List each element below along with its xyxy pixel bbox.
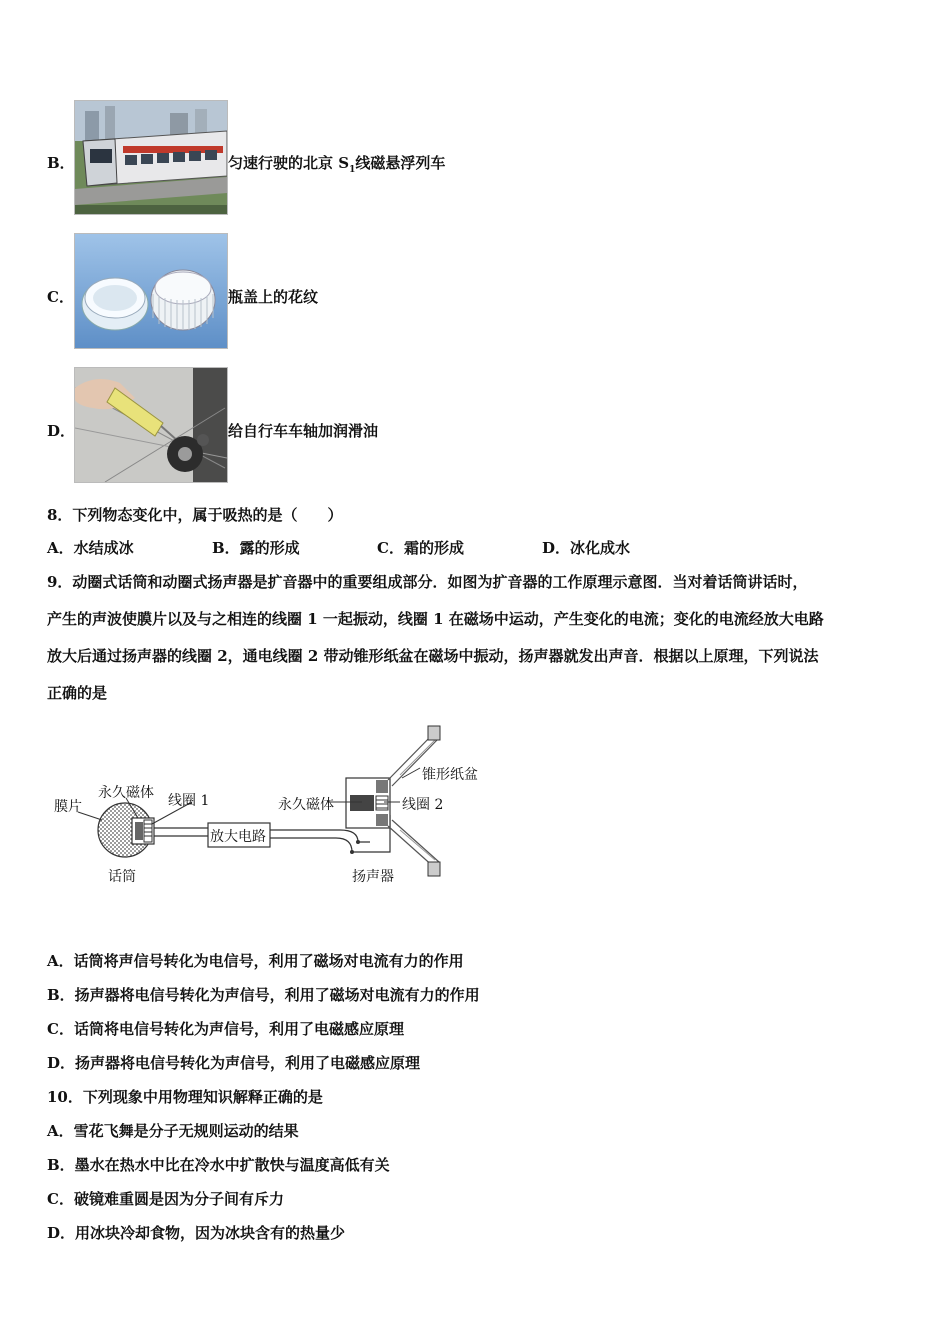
- q9-option-a: A．话筒将声信号转化为电信号，利用了磁场对电流有力的作用: [47, 952, 464, 970]
- option-b-text-part2: 线磁悬浮列车: [355, 154, 446, 172]
- label-coil-1: 线圈 1: [168, 793, 210, 809]
- label-membrane: 膜片: [54, 799, 82, 815]
- label-cone: 锥形纸盆: [422, 767, 478, 783]
- option-b-text-part1: 匀速行驶的北京 S: [228, 154, 350, 172]
- q9-option-d: D．扬声器将电信号转化为声信号，利用了电磁感应原理: [47, 1054, 421, 1072]
- label-speaker: 扬声器: [352, 869, 394, 885]
- q8-option-d: D．冰化成水: [542, 539, 631, 557]
- amplifier-diagram: [40, 720, 510, 895]
- bottle-cap-illustration: [75, 234, 227, 348]
- q10-option-b: B．墨水在热水中比在冷水中扩散快与温度高低有关: [47, 1156, 390, 1174]
- q10-option-a: A．雪花飞舞是分子无规则运动的结果: [47, 1122, 299, 1140]
- label-magnet-right: 永久磁体: [278, 797, 334, 813]
- bicycle-oil-illustration: [75, 368, 227, 482]
- q8-option-c: C．霜的形成: [377, 539, 464, 557]
- label-magnet-left: 永久磁体: [98, 785, 154, 801]
- label-microphone: 话筒: [108, 869, 136, 885]
- q10-option-d: D．用冰块冷却食物，因为冰块含有的热量少: [47, 1224, 346, 1242]
- bicycle-oil-photo: [74, 367, 228, 483]
- label-amplifier: 放大电路: [210, 829, 266, 845]
- train-illustration: [75, 101, 227, 214]
- option-c-text: 瓶盖上的花纹: [228, 288, 319, 306]
- q8-option-b: B．露的形成: [212, 539, 300, 557]
- q9-stem-line-2: 产生的声波使膜片以及与之相连的线圈 1 一起振动，线圈 1 在磁场中运动，产生变化的电流；变化的电流经放大电路: [47, 610, 824, 628]
- q10-option-c: C．破镜难重圆是因为分子间有斥力: [47, 1190, 284, 1208]
- option-b-label: B．: [47, 154, 75, 172]
- bottle-cap-photo: [74, 233, 228, 349]
- option-b-text: [228, 152, 445, 175]
- option-c-label: C．: [47, 288, 74, 306]
- q9-stem-line-1: 9．动圈式话筒和动圈式扬声器是扩音器中的重要组成部分．如图为扩音器的工作原理示意图．当对着话筒讲话时，: [47, 573, 808, 591]
- q8-stem: 8．下列物态变化中，属于吸热的是（ ）: [47, 506, 343, 524]
- q8-option-a: A．水结成冰: [47, 539, 134, 557]
- q10-stem: 10．下列现象中用物理知识解释正确的是: [47, 1088, 323, 1106]
- q9-stem-line-4: 正确的是: [47, 684, 108, 702]
- option-b-subscript: 1: [349, 165, 356, 175]
- option-d-label: D．: [47, 422, 76, 440]
- maglev-train-photo: [74, 100, 228, 215]
- q9-option-b: B．扬声器将电信号转化为声信号，利用了磁场对电流有力的作用: [47, 986, 480, 1004]
- option-d-text: 给自行车车轴加润滑油: [228, 422, 379, 440]
- q9-stem-line-3: 放大后通过扬声器的线圈 2，通电线圈 2 带动锥形纸盆在磁场中振动，扬声器就发出声音．根据以上原理，下列说法: [47, 647, 819, 665]
- q8-options: [0, 537, 950, 559]
- q9-option-c: C．话筒将电信号转化为声信号，利用了电磁感应原理: [47, 1020, 404, 1038]
- label-coil-2: 线圈 2: [402, 797, 444, 813]
